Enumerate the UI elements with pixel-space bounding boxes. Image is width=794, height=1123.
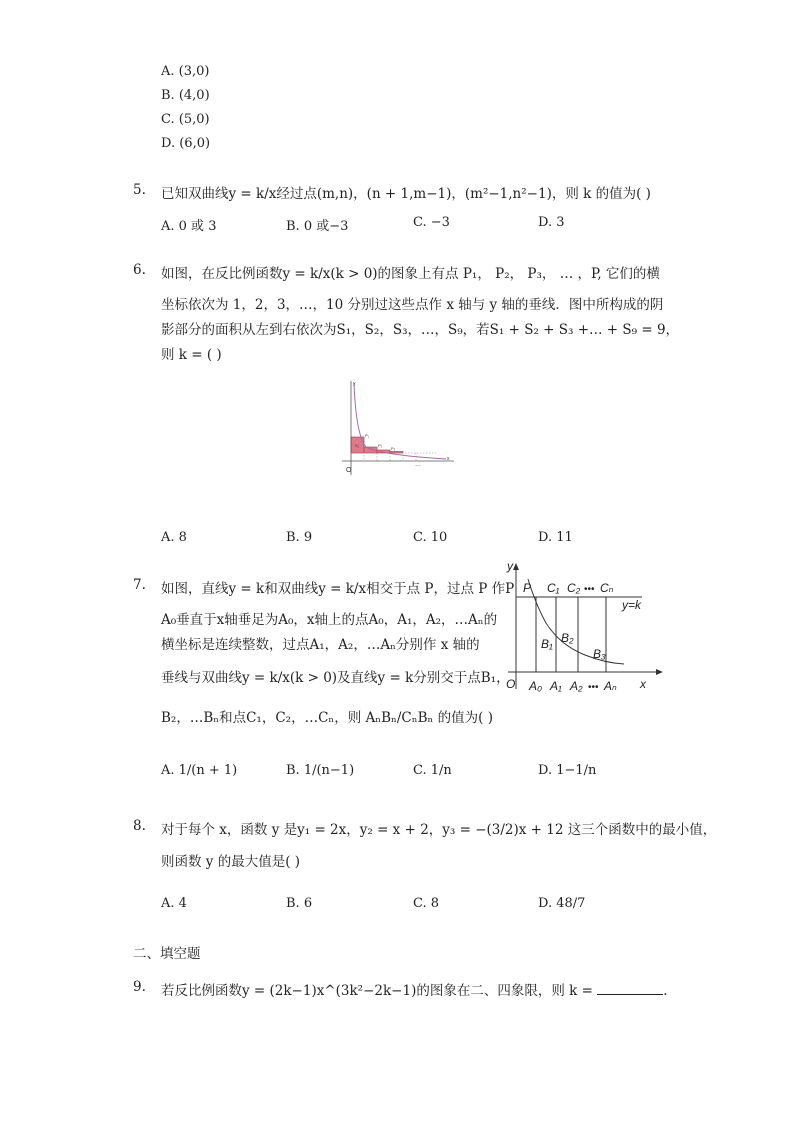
option-a: A. (3,0) — [161, 64, 210, 79]
label-a0: A₀ — [529, 679, 543, 693]
option-d: D. 48/7 — [538, 896, 586, 911]
label-p3: P₃ — [391, 446, 396, 451]
label-adots: ••• — [588, 682, 599, 693]
label-p1: P₁ — [365, 433, 370, 438]
answer-blank[interactable] — [597, 982, 663, 995]
question-text-line: B₂，…Bₙ和点C₁，C₂，…Cₙ，则 AₙBₙ/CₙBₙ 的值为( ) — [161, 710, 493, 726]
option-c: C. 10 — [413, 530, 448, 545]
label-cdots: ••• — [584, 584, 595, 595]
label-b2: B₂ — [561, 631, 574, 645]
option-d: D. 3 — [538, 215, 565, 230]
label-a1: A₁ — [550, 679, 562, 693]
q6-figure — [336, 375, 460, 487]
option-a: A. 1/(n + 1) — [161, 763, 238, 778]
question-text: 已知双曲线y = k/x经过点(m,n)，(n + 1,m−1)，(m²−1,n²−1)，则 k 的值为( ) — [161, 186, 651, 202]
section-title: 二、填空题 — [133, 946, 201, 962]
question-number: 5. — [133, 182, 146, 198]
origin-label: O — [506, 677, 516, 691]
question-text-line: 如图，直线y = k和双曲线y = k/x相交于点 P，过点 P 作P — [161, 581, 515, 597]
label-a2: A₂ — [570, 679, 583, 693]
label-c1: C₁ — [547, 581, 560, 595]
option-c: C. 8 — [413, 896, 440, 911]
label-p2: P₂ — [378, 443, 383, 448]
option-c: C. 1/n — [413, 763, 452, 778]
label-cn: Cₙ — [600, 581, 614, 595]
question-text-before: 若反比例函数y = (2k−1)x^(3k²−2k−1)的图象在二、四象限，则 k = — [161, 983, 598, 999]
axis-label-y: y — [353, 381, 356, 387]
option-d: D. 11 — [538, 530, 573, 545]
question-text — [161, 979, 668, 999]
option-c: C. −3 — [413, 215, 450, 230]
question-text-line: 影部分的面积从左到右依次为S₁，S₂，S₃，…，S₉，若S₁ + S₂ + S₃ +… + S₉ = 9， — [161, 322, 680, 338]
label-an: Aₙ — [604, 679, 617, 693]
label-c2: C₂ — [567, 581, 581, 595]
label-s1: S₁ — [355, 443, 360, 448]
question-text-line: 坐标依次为 1，2，3，…，10 分别过这些点作 x 轴与 y 轴的垂线．图中所构成的阴 — [161, 297, 664, 313]
question-number: 9. — [133, 979, 146, 995]
question-text-line: 对于每个 x，函数 y 是y₁ = 2x，y₂ = x + 2，y₃ = −(3/2)x + 12 这三个函数中的最小值， — [161, 822, 717, 838]
question-number: 6. — [133, 262, 146, 278]
label-dots: … — [415, 462, 421, 468]
option-b: B. (4,0) — [161, 88, 210, 103]
option-b: B. 0 或−3 — [286, 219, 349, 234]
axis-label-y: y — [507, 559, 513, 573]
origin-label: O — [346, 467, 352, 474]
axis-label-x: x — [640, 677, 646, 691]
label-b3: B₃ — [593, 647, 606, 661]
option-a: A. 8 — [161, 530, 187, 545]
question-text-line: 如图，在反比例函数y = k/x(k > 0)的图象上有点 P₁， P₂， P₃， … ，P, 它们的横 — [161, 266, 660, 282]
label-p: P — [523, 581, 532, 595]
axis-label-x: x — [447, 456, 450, 462]
option-a: A. 0 或 3 — [161, 219, 217, 234]
option-a: A. 4 — [161, 896, 187, 911]
option-b: B. 6 — [286, 896, 313, 911]
label-line: y=k — [622, 598, 642, 612]
label-b1: B₁ — [541, 637, 553, 651]
question-text-line: 横坐标是连续整数，过点A₁，A₂，…Aₙ分别作 x 轴的 — [161, 637, 480, 653]
option-d: D. (6,0) — [161, 136, 211, 151]
question-text-line: 则函数 y 的最大值是( ) — [161, 854, 301, 870]
option-c: C. (5,0) — [161, 112, 210, 127]
option-b: B. 9 — [286, 530, 313, 545]
question-text-line: A₀垂直于x轴垂足为A₀，x轴上的点A₀，A₁，A₂，…Aₙ的 — [161, 612, 498, 628]
question-text-line: 垂线与双曲线y = k/x(k > 0)及直线y = k分别交于点B₁， — [161, 670, 510, 686]
question-text-after: . — [663, 983, 668, 999]
q7-figure — [500, 557, 665, 702]
question-text-line: 则 k = ( ) — [161, 347, 222, 363]
question-number: 8. — [133, 818, 146, 834]
option-d: D. 1−1/n — [538, 763, 597, 778]
option-b: B. 1/(n−1) — [286, 763, 355, 778]
question-number: 7. — [133, 577, 146, 593]
